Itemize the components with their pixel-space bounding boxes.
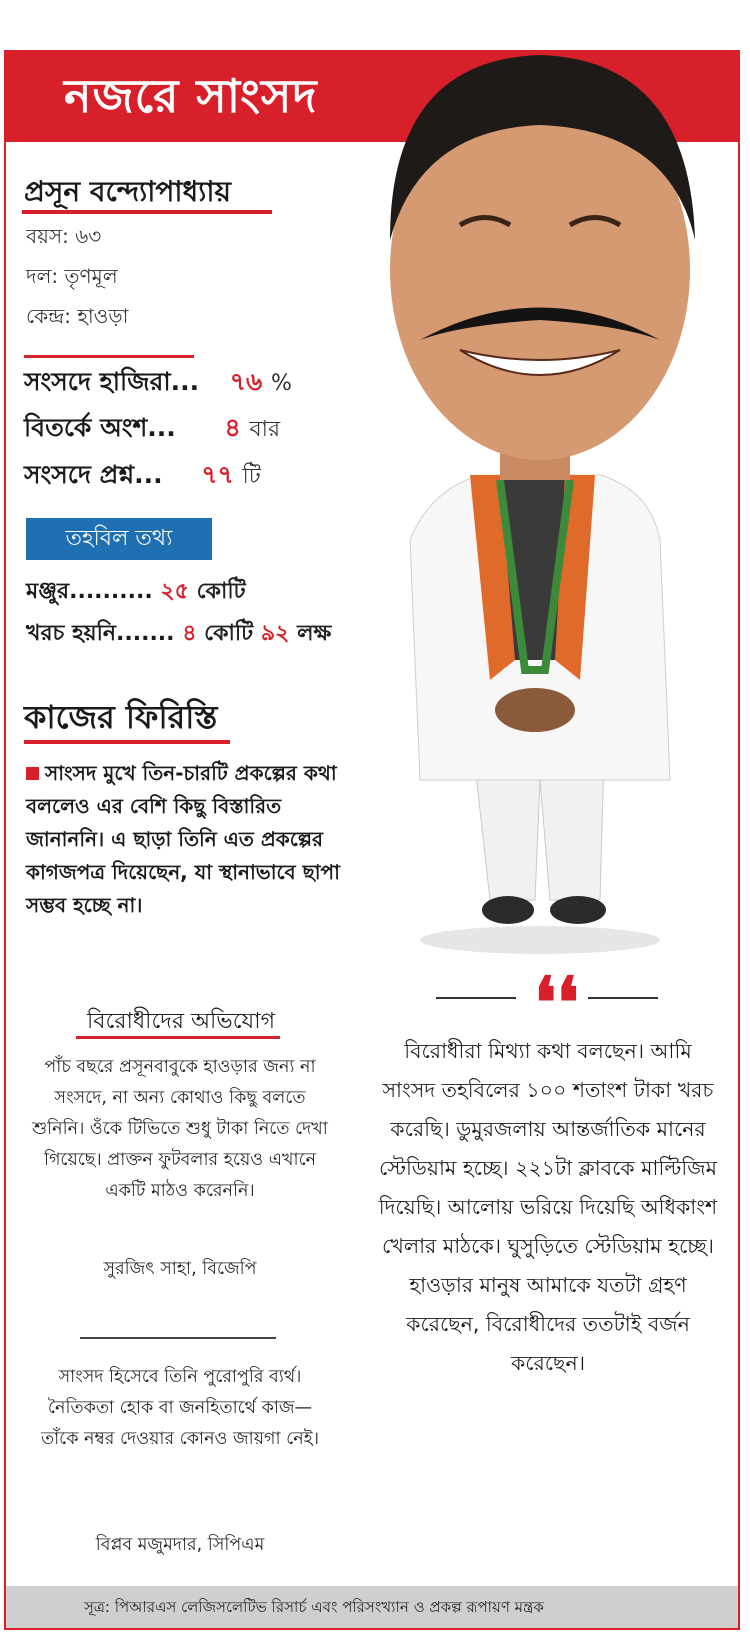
fund-unspent-unit: লক্ষ: [297, 621, 332, 646]
opposition-title-underline: [76, 1036, 280, 1039]
bio-divider: [24, 355, 194, 358]
mp-name: প্রসূন বন্দ্যোপাধ্যায়: [24, 175, 231, 208]
opposition-author-2: বিপ্লব মজুমদার, সিপিএম: [95, 1535, 265, 1555]
fund-unspent-value: ৯২: [260, 621, 290, 646]
portrait-hands: [495, 688, 575, 732]
opposition-divider: [80, 1337, 276, 1339]
portrait-shadow: [420, 926, 660, 954]
bio-age: বয়স: ৬৩: [26, 224, 102, 248]
portrait-shoe-left: [482, 896, 534, 924]
opposition-title: বিরোধীদের অভিযোগ: [86, 1009, 276, 1034]
stat-value: ৭৬: [229, 367, 263, 396]
bio-party: দল: তৃণমূল: [26, 264, 118, 288]
opposition-author-1: সুরজিৎ সাহা, বিজেপি: [103, 1259, 257, 1279]
source-text: সূত্র: পিআরএস লেজিসলেটিভ রিসার্চ এবং পরিসংখ্যান ও প্রকল্প রূপায়ণ মন্ত্রক: [84, 1598, 544, 1616]
portrait-shoe-right: [550, 896, 606, 924]
opposition-quote-1: পাঁচ বছরে প্রসূনবাবুকে হাওড়ার জন্য না সংসদে, না অন্য কোথাও কিছু বলতে শুনিনি। ওঁকে টিভিতে শুধু টাকা নিতে দেখা গিয়েছে। প্রাক্তন ফুটবলার হয়েও এখানে একটি মাঠও করেননি।: [32, 1057, 328, 1201]
stat-label: সংসদে হাজিরা...: [24, 367, 200, 396]
work-title-underline: [24, 740, 230, 744]
fund-sanctioned: [26, 574, 246, 611]
fund-unspent-value: ৪: [182, 621, 197, 646]
stat-attendance: [24, 362, 292, 405]
fund-sanctioned-label: মঞ্জুর..........: [26, 579, 153, 604]
stat-label: বিতর্কে অংশ...: [24, 413, 176, 442]
fund-unspent: [26, 616, 331, 653]
work-list-text: সাংসদ মুখে তিন-চারটি প্রকল্পের কথা বললেও এর বেশি কিছু বিস্তারিত জানাননি। এ ছাড়া তিনি এত প্রকল্পের কাগজপত্র দিয়েছেন, যা স্থানাভাবে ছাপা সম্ভব হচ্ছে না।: [26, 761, 340, 917]
page-title: নজরে সাংসদ: [64, 69, 318, 123]
stat-unit: বার: [249, 417, 281, 442]
fund-unspent-unit: কোটি: [204, 621, 254, 646]
stat-questions: [24, 455, 261, 498]
bio-constituency: কেন্দ্র: হাওড়া: [26, 304, 129, 328]
stat-value: ৪: [224, 413, 241, 442]
fund-unspent-label: খরচ হয়নি.......: [26, 621, 175, 646]
quote-rule-left: [436, 997, 516, 999]
fund-sanctioned-value: ২৫: [160, 579, 189, 604]
stat-label: সংসদে প্রশ্ন...: [24, 460, 163, 489]
opposition-quote-2: সাংসদ হিসেবে তিনি পুরোপুরি ব্যর্থ। নৈতিকতা হোক বা জনহিতার্থে কাজ— তাঁকে নম্বর দেওয়ার কোনও জায়গা নেই।: [40, 1367, 320, 1449]
stat-value: ৭৭: [201, 460, 234, 489]
mp-response-quote: বিরোধীরা মিথ্যা কথা বলছেন। আমি সাংসদ তহবিলের ১০০ শতাংশ টাকা খরচ করেছি। ডুমুরজলায় আন্তর্জাতিক মানের স্টেডিয়াম হচ্ছে। ২২১টা ক্লাবকে মাল্টিজিম দিয়েছি। আলোয় ভরিয়ে দিয়েছি অধিকাংশ খেলার মাঠকে। ঘুসুড়িতে স্টেডিয়াম হচ্ছে। হাওড়ার মানুষ আমাকে যতটা গ্রহণ করেছেন, বিরোধীদের ততটাই বর্জন করেছেন।: [378, 1039, 718, 1375]
mp-caricature-image: [350, 20, 720, 980]
fund-sanctioned-unit: কোটি: [196, 579, 246, 604]
work-list-body: [26, 757, 356, 922]
fund-info-tag: তহবিল তথ্য: [26, 518, 212, 560]
name-underline: [22, 210, 272, 214]
work-list-title: কাজের ফিরিস্তি: [24, 698, 218, 736]
stat-unit: টি: [242, 464, 261, 489]
stat-debates: [24, 408, 280, 451]
quote-rule-right: [588, 997, 658, 999]
stat-unit: %: [271, 371, 292, 396]
quote-mark-icon: ❛❛: [534, 961, 580, 1044]
bullet-square-icon: [26, 767, 39, 780]
